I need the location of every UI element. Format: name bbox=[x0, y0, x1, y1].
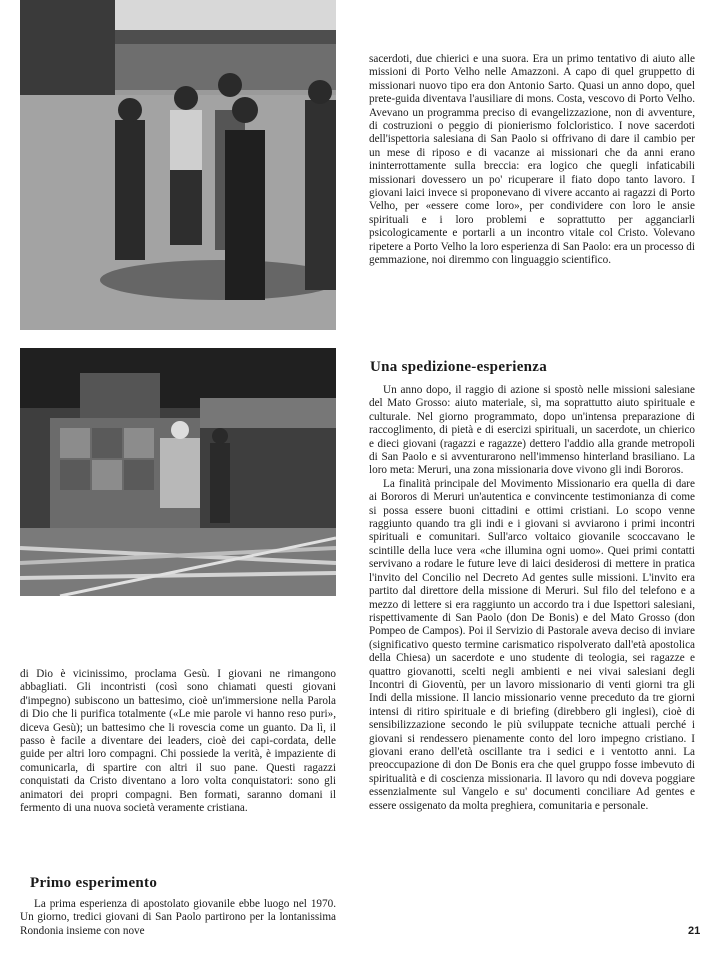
intro-paragraph: sacerdoti, due chierici e una suora. Era un primo tentativo di aiuto alle missioni di Porto Velho nelle Amazzoni. A capo di quel gruppetto di missionari nuovo tipo era don Antonio Sarto. Quasi un anno dopo, quel prete-guida diventava l'ausiliare di mons. Costa, vescovo di Porto Velho. Avevano un programma preciso di evangelizzazione, non di avventure, di costruzioni o peggio di pionierismo folcloristico. I nove sacerdoti dell'ispettoria salesiana di San Paolo si offrivano di dare il cambio per un mese di riposo e di vacanze ai missionari che da anni erano ininterrottamente sulla breccia: era logico che quegli infaticabili missionari dovessero un po' ricuperare il fiato dopo tanto lavoro. I giovani laici invece si proponevano di vivere accanto ai ragazzi di Porto Velho, per «essere come loro», per condividere con loro le ansie spirituali e i loro problemi e soprattutto per agganciarli psicologicamente e portarli a un incontro vitale col Cristo. Volevano ripetere a Porto Velho la loro esperienza di San Paolo: era un processo di gemmazione, noi diremmo con linguaggio scientifico. bbox=[369, 53, 695, 267]
section-heading-spedizione: Una spedizione-esperienza bbox=[370, 359, 548, 375]
section1-paragraph-1: La prima esperienza di apostolato giovanile ebbe luogo nel 1970. Un giorno, tredici giovani di San Paolo partirono per la lontanissima Rondonia insieme con nove bbox=[20, 898, 336, 937]
group-of-young-people-photo bbox=[20, 0, 336, 330]
section2-paragraph-1: Un anno dopo, il raggio di azione si spostò nelle missioni salesiane del Mato Grosso: aiuto materiale, sì, ma soprattutto aiuto spirituale e culturale. Nel giorno programmato, dopo un'intensa preparazione di raccoglimento, di pietà e di esercizi spirituali, un sacerdote, un chierico e dieci giovani (ragazzi e ragazze) dettero l'addio alla grande metropoli di San Paolo e si avventurarono nell'immenso hinterland brasiliano. La loro meta: Meruri, una zona missionaria dove vivono gli indi Bororos. bbox=[369, 384, 695, 477]
page-number: 21 bbox=[688, 925, 701, 937]
right-column-section2-text bbox=[369, 384, 695, 813]
section-heading-primo-esperimento: Primo esperimento bbox=[30, 875, 158, 891]
right-column-intro-text bbox=[369, 53, 695, 268]
workers-with-crates-photo bbox=[20, 348, 336, 596]
left-column-paragraph: di Dio è vicinissimo, proclama Gesù. I giovani ne rimangono abbagliati. Gli incontristi (così sono chiamati questi giovani d'impegno) subiscono un battesimo, cioè un'immersione nella Parola di Dio che li purifica totalmente («Le mie parole vi hanno reso puri», diceva Gesù); un battesimo che li rovescia come un guanto. Da lì, il passo è facile a diventare dei leaders, cioè dei capi-cordata, delle guide per altri loro compagni. Chi possiede la verità, è impaziente di comunicarla, di spartire con altri il suo pane. Questi ragazzi conquistati da Cristo diventano a loro volta conquistatori: sono gli animatori dei propri compagni. Ben formati, saranno domani il fermento di una nuova società veramente cristiana. bbox=[20, 668, 336, 815]
section2-paragraph-2: La finalità principale del Movimento Missionario era quella di dare ai Bororos di Meruri un'autentica e convincente testimonianza di come si possa essere buoni cittadini e ottimi cristiani. Lo scopo venne raggiunto quando tra gli indi e i giovani si avviarono i primi incontri spirituali e comunitari. Sull'arco voltaico giovanile scoccavano le scintille della luce vera «che illumina ogni uomo». Quei primi contatti servivano a rodare le future leve di laici desiderosi di mettere in pratica l'invito del Concilio nel Decreto Ad gentes sulle missioni. L'invito era partito dal direttore della missione di Meruri. Sul filo del telefono e a mezzo di lettere si era raggiunto un accordo tra i due Ispettori salesiani, rispettivamente di San Paolo (don De Bonis) e del Mato Grosso (don Pompeo de Campos). Poi il Servizio di Pastorale aveva deciso di inviare (significativo questo termine carismatico rispolverato dall'età apostolica della Chiesa) un sacerdote e uno studente di teologia, sei ragazze e quattro giovanotti, scelti negli ambienti e nei vivai salesiani degli Incontri di Gioventù, per un lavoro missionario di venti giorni tra gli Indi della missione. Il lancio missionario venne preceduto da tre giorni intensi di ritiro spirituale e di briefing (direbbero gli inglesi), cioè di sensibilizzazione secondo le più sviluppate tecniche attuali perché i giovani si rendessero pienamente conto del loro impegno cristiano. I giovani erano dell'età oscillante tra i sedici e i ventotto anni. La preoccupazione di don De Bonis era che quel gruppo fosse imbevuto di spiritualità e di coscienza missionaria. Il lavoro qu ndi doveva poggiare essenzialmente sul Vangelo e su' documenti conciliare Ad gentes e essere ossigenato da molta preghiera, comunitaria e personale. bbox=[369, 477, 695, 812]
left-column-text bbox=[20, 668, 336, 815]
left-column-section1-text bbox=[20, 898, 336, 938]
